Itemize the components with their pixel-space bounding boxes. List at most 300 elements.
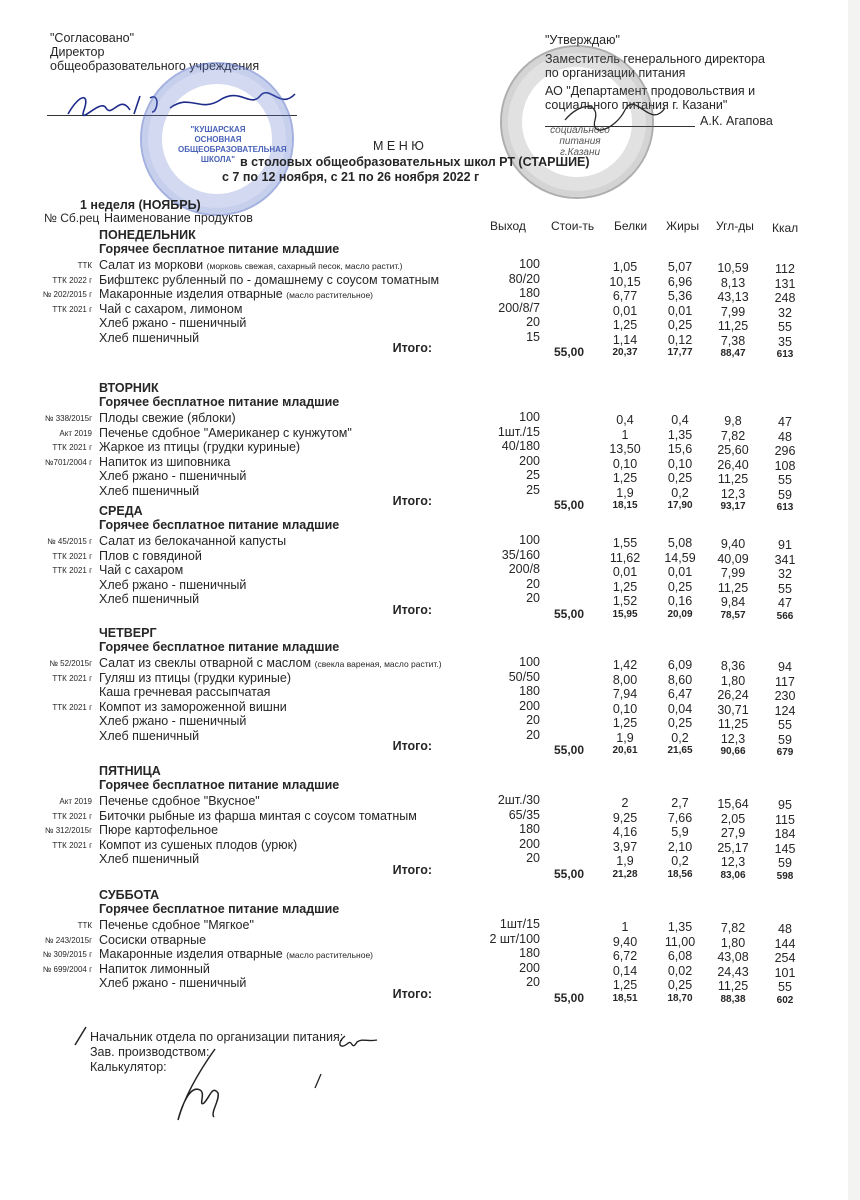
carbs-cell: 12,3 xyxy=(720,486,746,501)
output-cell: 100 xyxy=(519,257,540,271)
dish-title: Гуляш из птицы (грудки куриные) xyxy=(99,670,291,685)
stamp-school-text: "КУШАРСКАЯ ОСНОВНАЯ ОБЩЕОБРАЗОВАТЕЛЬНАЯ ШКОЛА" xyxy=(178,125,287,164)
recipe-code: ТТК 2022 г xyxy=(52,275,92,285)
recipe-code: № 338/2015г xyxy=(44,414,92,423)
carbs-cell: 9,84 xyxy=(720,595,746,609)
carbs-cell: 27,9 xyxy=(720,826,746,840)
fat-cell: 0,02 xyxy=(667,963,693,978)
dish-title: Хлеб пшеничный xyxy=(99,483,200,498)
menu-subtitle: в столовых общеобразовательных школ РТ (СТАРШИЕ) xyxy=(240,155,590,169)
carbs-cell: 30,71 xyxy=(717,702,749,717)
total-kcal: 613 xyxy=(776,349,794,360)
dish-title: Хлеб ржано - пшеничный xyxy=(99,577,247,592)
recipe-code: № 699/2004 г xyxy=(42,964,92,974)
approval-right-org2: социального питания г. Казани" xyxy=(545,98,728,112)
dish-title: Плоды свежие (яблоки) xyxy=(99,411,236,425)
dish-name xyxy=(99,316,246,330)
protein-cell: 0,01 xyxy=(612,565,638,579)
dish-name xyxy=(99,287,373,301)
dish-title: Хлеб пшеничный xyxy=(99,728,200,743)
kcal-cell: 47 xyxy=(778,596,792,610)
protein-cell: 1,55 xyxy=(612,536,638,550)
recipe-code: № 202/2015 г xyxy=(42,290,92,299)
col-header-cost: Стои-ть xyxy=(551,219,595,233)
fat-cell: 5,08 xyxy=(667,536,693,550)
total-protein: 21,28 xyxy=(612,868,638,880)
output-cell: 20 xyxy=(526,713,540,727)
dish-name xyxy=(99,273,439,287)
protein-cell: 1,25 xyxy=(612,579,638,594)
mark-left-icon xyxy=(70,1025,90,1047)
dish-title: Макаронные изделия отварные xyxy=(99,287,283,301)
output-cell: 25 xyxy=(526,468,540,482)
kcal-cell: 145 xyxy=(774,841,796,856)
total-protein: 18,51 xyxy=(612,992,638,1004)
dish-title: Макаронные изделия отварные xyxy=(99,947,283,961)
dish-title: Сосиски отварные xyxy=(99,932,207,947)
dish-name xyxy=(99,563,183,577)
kcal-cell: 115 xyxy=(775,812,795,827)
day-subtitle: Горячее бесплатное питание младшие xyxy=(99,242,340,256)
dish-name xyxy=(99,484,199,498)
fat-cell: 0,01 xyxy=(667,565,693,579)
recipe-code: ТТК 2021 г xyxy=(52,702,92,712)
fat-cell: 2,10 xyxy=(667,839,693,854)
protein-cell: 11,62 xyxy=(609,550,641,565)
col-header-kcal: Ккал xyxy=(772,221,799,235)
approval-left-org: общеобразовательного учреждения xyxy=(50,59,260,73)
total-kcal: 602 xyxy=(776,994,794,1006)
dish-name xyxy=(99,962,210,976)
dish-title: Пюре картофельное xyxy=(99,823,219,837)
carbs-cell: 25,17 xyxy=(717,840,749,855)
protein-cell: 10,15 xyxy=(609,274,641,289)
fat-cell: 8,60 xyxy=(667,672,693,687)
mark-right-icon xyxy=(312,1072,324,1090)
fat-cell: 1,35 xyxy=(667,427,693,442)
total-carbs: 90,66 xyxy=(720,746,746,757)
col-header-protein: Белки xyxy=(614,219,648,233)
protein-cell: 0,10 xyxy=(612,456,638,471)
kcal-cell: 55 xyxy=(778,718,792,732)
total-cost: 55,00 xyxy=(553,498,584,512)
total-protein: 20,61 xyxy=(612,745,638,756)
dish-name xyxy=(99,411,236,425)
dish-note: (свекла вареная, масло растит.) xyxy=(314,659,442,669)
dish-name xyxy=(99,469,246,483)
total-fat: 18,56 xyxy=(667,868,693,880)
fat-cell: 0,04 xyxy=(667,701,693,716)
recipe-code: № 312/2015г xyxy=(44,826,92,835)
carbs-cell: 26,40 xyxy=(717,457,749,472)
scan-edge xyxy=(848,0,860,1200)
approval-right-dept: по организации питания xyxy=(545,66,686,80)
carbs-cell: 9,8 xyxy=(724,414,742,428)
recipe-code: № 45/2015 г xyxy=(47,537,92,546)
carbs-cell: 10,59 xyxy=(717,261,749,275)
approval-left-position: Директор xyxy=(50,45,105,59)
total-protein: 15,95 xyxy=(612,608,638,620)
total-label: Итого: xyxy=(392,739,432,753)
approval-right-signer: А.К. Агапова xyxy=(700,114,773,128)
kcal-cell: 47 xyxy=(778,415,792,429)
output-cell: 40/180 xyxy=(501,439,540,453)
carbs-cell: 24,43 xyxy=(717,964,749,979)
fat-cell: 0,25 xyxy=(667,978,693,992)
dish-name xyxy=(99,918,254,932)
total-fat: 21,65 xyxy=(667,745,693,756)
fat-cell: 11,00 xyxy=(664,934,696,949)
fat-cell: 0,01 xyxy=(667,303,693,318)
output-cell: 20 xyxy=(526,315,540,329)
dish-name xyxy=(99,302,242,316)
dish-title: Салат из свеклы отварной с маслом xyxy=(99,656,312,670)
output-cell: 200 xyxy=(519,960,540,975)
protein-cell: 1,25 xyxy=(612,978,638,992)
dish-title: Хлеб пшеничный xyxy=(99,852,200,866)
dish-title: Компот из замороженной вишни xyxy=(99,699,287,714)
carbs-cell: 9,40 xyxy=(720,537,746,551)
kcal-cell: 32 xyxy=(778,567,792,581)
total-protein: 20,37 xyxy=(612,347,638,358)
dish-name xyxy=(99,455,230,469)
dish-title: Хлеб ржано - пшеничный xyxy=(99,976,247,990)
protein-cell: 6,72 xyxy=(612,949,638,963)
total-label: Итого: xyxy=(392,862,432,877)
fat-cell: 0,25 xyxy=(667,716,693,730)
carbs-cell: 8,36 xyxy=(720,659,746,673)
fat-cell: 5,36 xyxy=(667,289,693,303)
dish-title: Напиток из шиповника xyxy=(99,454,231,469)
kcal-cell: 91 xyxy=(778,538,792,552)
recipe-code: ТТК 2021 г xyxy=(52,840,92,850)
approval-right-position: Заместитель генерального директора xyxy=(545,52,766,66)
dish-name xyxy=(99,440,300,454)
total-kcal: 613 xyxy=(776,502,794,513)
protein-cell: 1,42 xyxy=(612,658,638,672)
kcal-cell: 35 xyxy=(778,334,792,349)
day-heading: ПОНЕДЕЛЬНИК xyxy=(99,228,196,242)
total-cost: 55,00 xyxy=(553,743,584,757)
fat-cell: 0,2 xyxy=(671,854,689,868)
carbs-cell: 7,82 xyxy=(720,428,746,443)
fat-cell: 2,7 xyxy=(671,796,689,810)
total-kcal: 598 xyxy=(776,870,794,882)
dish-title: Печенье сдобное "Американер с кунжутом" xyxy=(99,425,352,440)
dish-note: (масло растительное) xyxy=(286,290,374,300)
carbs-cell: 15,64 xyxy=(717,797,749,811)
recipe-code: ТТК 2021 г xyxy=(52,673,92,683)
output-cell: 200/8 xyxy=(508,562,540,576)
recipe-code: Акт 2019 xyxy=(59,797,92,806)
dish-name xyxy=(99,823,218,837)
protein-cell: 1,14 xyxy=(612,332,638,347)
carbs-cell: 40,09 xyxy=(717,551,749,566)
carbs-cell: 1,80 xyxy=(720,673,746,688)
dish-title: Хлеб пшеничный xyxy=(99,592,200,606)
dish-title: Печенье сдобное "Мягкое" xyxy=(99,918,254,932)
output-cell: 2шт./30 xyxy=(497,793,540,807)
output-cell: 180 xyxy=(519,946,540,960)
output-cell: 50/50 xyxy=(508,669,540,684)
carbs-cell: 11,25 xyxy=(717,979,749,993)
dish-title: Напиток лимонный xyxy=(99,961,210,976)
fat-cell: 0,2 xyxy=(671,730,689,745)
kcal-cell: 48 xyxy=(778,429,792,444)
total-carbs: 88,47 xyxy=(720,348,746,359)
total-fat: 17,77 xyxy=(667,347,693,358)
menu-dates: с 7 по 12 ноября, с 21 по 26 ноября 2022 г xyxy=(222,170,480,184)
fat-cell: 15,6 xyxy=(667,442,693,456)
signature-calculator-icon xyxy=(170,1045,230,1125)
dish-name xyxy=(99,578,246,592)
kcal-cell: 341 xyxy=(774,552,796,567)
recipe-code: ТТК 2021 г xyxy=(52,304,92,314)
kcal-cell: 55 xyxy=(778,320,792,334)
dish-title: Каша гречневая рассыпчатая xyxy=(99,685,271,699)
kcal-cell: 55 xyxy=(778,980,792,994)
kcal-cell: 101 xyxy=(774,965,796,980)
dish-name xyxy=(99,656,442,670)
carbs-cell: 2,05 xyxy=(720,811,746,826)
dish-title: Печенье сдобное "Вкусное" xyxy=(99,794,260,808)
dish-note: (масло растительное) xyxy=(286,950,374,960)
footer-production-manager: Зав. производством: xyxy=(90,1045,210,1059)
kcal-cell: 55 xyxy=(778,581,792,596)
fat-cell: 6,96 xyxy=(667,274,693,289)
dish-note: (морковь свежая, сахарный песок, масло растит.) xyxy=(206,261,403,271)
week-label: 1 неделя (НОЯБРЬ) xyxy=(80,198,201,212)
day-heading: СРЕДА xyxy=(99,504,143,518)
footer-head-of-dept: Начальник отдела по организации питания: xyxy=(90,1030,344,1044)
dish-title: Чай с сахаром, лимоном xyxy=(99,301,243,316)
output-cell: 200 xyxy=(519,453,540,468)
output-cell: 35/160 xyxy=(501,547,540,562)
carbs-cell: 11,25 xyxy=(717,717,749,731)
carbs-cell: 11,25 xyxy=(717,580,749,595)
output-cell: 200 xyxy=(519,836,540,851)
output-cell: 200 xyxy=(519,698,540,713)
fat-cell: 1,35 xyxy=(667,920,693,934)
total-cost: 55,00 xyxy=(553,990,584,1005)
protein-cell: 1,52 xyxy=(612,594,638,608)
dish-title: Жаркое из птицы (грудки куриные) xyxy=(99,440,301,454)
dish-name xyxy=(99,700,287,714)
protein-cell: 2 xyxy=(621,796,629,810)
output-cell: 1шт/15 xyxy=(499,917,540,931)
dish-title: Чай с сахаром xyxy=(99,563,184,577)
carbs-cell: 43,13 xyxy=(717,290,749,304)
kcal-cell: 248 xyxy=(774,291,796,305)
col-header-fat: Жиры xyxy=(666,219,700,233)
footer-calculator: Калькулятор: xyxy=(90,1060,167,1074)
dish-title: Хлеб ржано - пшеничный xyxy=(99,714,247,728)
fat-cell: 0,10 xyxy=(667,456,693,471)
carbs-cell: 12,3 xyxy=(720,855,746,869)
output-cell: 65/35 xyxy=(508,807,540,822)
kcal-cell: 48 xyxy=(778,922,792,936)
col-header-name: Наименование продуктов xyxy=(104,211,253,225)
protein-cell: 1,9 xyxy=(616,485,634,500)
carbs-cell: 26,24 xyxy=(717,688,749,702)
dish-name xyxy=(99,426,352,440)
total-label: Итого: xyxy=(392,602,432,617)
protein-cell: 0,10 xyxy=(612,701,638,716)
output-cell: 25 xyxy=(526,482,540,497)
recipe-code: ТТК xyxy=(77,921,92,930)
day-subtitle: Горячее бесплатное питание младшие xyxy=(99,518,340,532)
day-subtitle: Горячее бесплатное питание младшие xyxy=(99,902,340,916)
carbs-cell: 7,38 xyxy=(720,333,746,348)
total-fat: 17,90 xyxy=(667,500,693,511)
carbs-cell: 25,60 xyxy=(717,443,749,457)
stamp-department-text: социального питания г.Казани xyxy=(550,125,610,158)
total-kcal: 679 xyxy=(776,747,794,758)
output-cell: 180 xyxy=(519,684,540,698)
protein-cell: 1,25 xyxy=(612,716,638,730)
kcal-cell: 296 xyxy=(774,444,796,458)
recipe-code: ТТК 2021 г xyxy=(52,566,92,575)
kcal-cell: 94 xyxy=(778,660,792,674)
fat-cell: 0,16 xyxy=(667,594,693,608)
dish-name xyxy=(99,976,246,990)
dish-title: Хлеб ржано - пшеничный xyxy=(99,316,247,330)
dish-name xyxy=(99,933,206,947)
dish-title: Компот из сушеных плодов (урюк) xyxy=(99,837,298,852)
protein-cell: 9,40 xyxy=(612,934,638,949)
output-cell: 180 xyxy=(519,822,540,836)
dish-title: Салат из белокачанной капусты xyxy=(99,534,287,548)
day-heading: ВТОРНИК xyxy=(99,381,159,395)
fat-cell: 0,4 xyxy=(671,413,689,427)
fat-cell: 0,25 xyxy=(667,579,693,594)
output-cell: 20 xyxy=(526,591,540,605)
fat-cell: 14,59 xyxy=(664,550,696,565)
protein-cell: 7,94 xyxy=(612,687,638,701)
carbs-cell: 11,25 xyxy=(717,472,749,486)
fat-cell: 5,07 xyxy=(667,260,693,274)
recipe-code: №701/2004 г xyxy=(44,457,92,467)
output-cell: 1шт./15 xyxy=(497,424,540,439)
output-cell: 80/20 xyxy=(508,271,540,286)
approval-right-org1: АО "Департамент продовольствия и xyxy=(545,84,756,98)
kcal-cell: 112 xyxy=(775,262,795,276)
kcal-cell: 124 xyxy=(774,703,796,718)
carbs-cell: 8,13 xyxy=(720,275,746,290)
recipe-code: ТТК xyxy=(77,261,92,270)
output-cell: 20 xyxy=(526,851,540,865)
protein-cell: 8,00 xyxy=(612,672,638,687)
kcal-cell: 144 xyxy=(774,936,796,951)
total-carbs: 83,06 xyxy=(720,869,746,881)
total-carbs: 93,17 xyxy=(720,501,746,512)
total-cost: 55,00 xyxy=(553,345,584,359)
kcal-cell: 95 xyxy=(778,798,792,812)
col-header-output: Выход xyxy=(490,219,526,233)
protein-cell: 9,25 xyxy=(612,810,638,825)
total-fat: 20,09 xyxy=(667,608,693,620)
dish-name xyxy=(99,714,246,728)
protein-cell: 6,77 xyxy=(612,289,638,303)
day-heading: СУББОТА xyxy=(99,888,160,902)
signature-head-icon xyxy=(335,1030,380,1055)
day-subtitle: Горячее бесплатное питание младшие xyxy=(99,640,340,654)
kcal-cell: 184 xyxy=(774,827,796,841)
protein-cell: 0,14 xyxy=(612,963,638,978)
dish-name xyxy=(99,592,199,606)
kcal-cell: 55 xyxy=(778,473,792,487)
output-cell: 100 xyxy=(519,533,540,547)
col-header-carbs: Угл-ды xyxy=(716,219,754,233)
dish-name xyxy=(99,838,297,852)
total-fat: 18,70 xyxy=(667,992,693,1004)
recipe-code: № 243/2015г xyxy=(44,935,92,945)
protein-cell: 4,16 xyxy=(612,825,638,839)
carbs-cell: 1,80 xyxy=(720,935,746,950)
day-heading: ЧЕТВЕРГ xyxy=(99,626,157,640)
fat-cell: 6,08 xyxy=(667,949,693,963)
dish-name xyxy=(99,671,291,685)
total-kcal: 566 xyxy=(776,610,794,622)
dish-name xyxy=(99,685,270,699)
total-carbs: 78,57 xyxy=(720,609,746,621)
output-cell: 20 xyxy=(526,727,540,742)
protein-cell: 13,50 xyxy=(609,442,641,456)
kcal-cell: 59 xyxy=(778,856,792,870)
dish-name xyxy=(99,534,286,548)
output-cell: 100 xyxy=(519,410,540,424)
total-cost: 55,00 xyxy=(553,866,584,881)
total-label: Итого: xyxy=(392,494,432,508)
recipe-code: № 52/2015г xyxy=(49,659,92,668)
total-protein: 18,15 xyxy=(612,500,638,511)
menu-title: М Е Н Ю xyxy=(373,139,424,153)
carbs-cell: 11,25 xyxy=(717,319,749,333)
fat-cell: 7,66 xyxy=(667,810,693,825)
day-heading: ПЯТНИЦА xyxy=(99,764,161,778)
kcal-cell: 254 xyxy=(774,951,796,965)
output-cell: 180 xyxy=(519,286,540,300)
protein-cell: 1,9 xyxy=(616,854,634,868)
signature-right-icon xyxy=(560,100,670,136)
day-subtitle: Горячее бесплатное питание младшие xyxy=(99,778,340,792)
fat-cell: 6,47 xyxy=(667,687,693,701)
output-cell: 2 шт/100 xyxy=(489,931,540,946)
total-cost: 55,00 xyxy=(553,606,584,621)
recipe-code: ТТК 2021 г xyxy=(52,811,92,821)
kcal-cell: 59 xyxy=(778,487,792,502)
protein-cell: 1 xyxy=(621,427,629,442)
recipe-code: № 309/2015 г xyxy=(42,950,92,959)
dish-title: Биточки рыбные из фарша минтая с соусом томатным xyxy=(99,808,417,823)
total-carbs: 88,38 xyxy=(720,993,746,1005)
dish-name xyxy=(99,852,199,866)
kcal-cell: 108 xyxy=(774,458,796,473)
day-subtitle: Горячее бесплатное питание младшие xyxy=(99,395,340,409)
output-cell: 15 xyxy=(526,329,540,344)
fat-cell: 6,09 xyxy=(667,658,693,672)
dish-title: Хлеб ржано - пшеничный xyxy=(99,469,247,483)
dish-title: Бифштекс рубленный по - домашнему с соусом томатным xyxy=(99,272,440,287)
protein-cell: 3,97 xyxy=(612,839,638,854)
total-label: Итого: xyxy=(392,341,432,355)
protein-cell: 0,4 xyxy=(616,413,634,427)
recipe-code: Акт 2019 xyxy=(59,428,92,438)
dish-name xyxy=(99,331,199,345)
carbs-cell: 12,3 xyxy=(720,731,746,746)
protein-cell: 1,9 xyxy=(616,730,634,745)
fat-cell: 0,25 xyxy=(667,471,693,485)
